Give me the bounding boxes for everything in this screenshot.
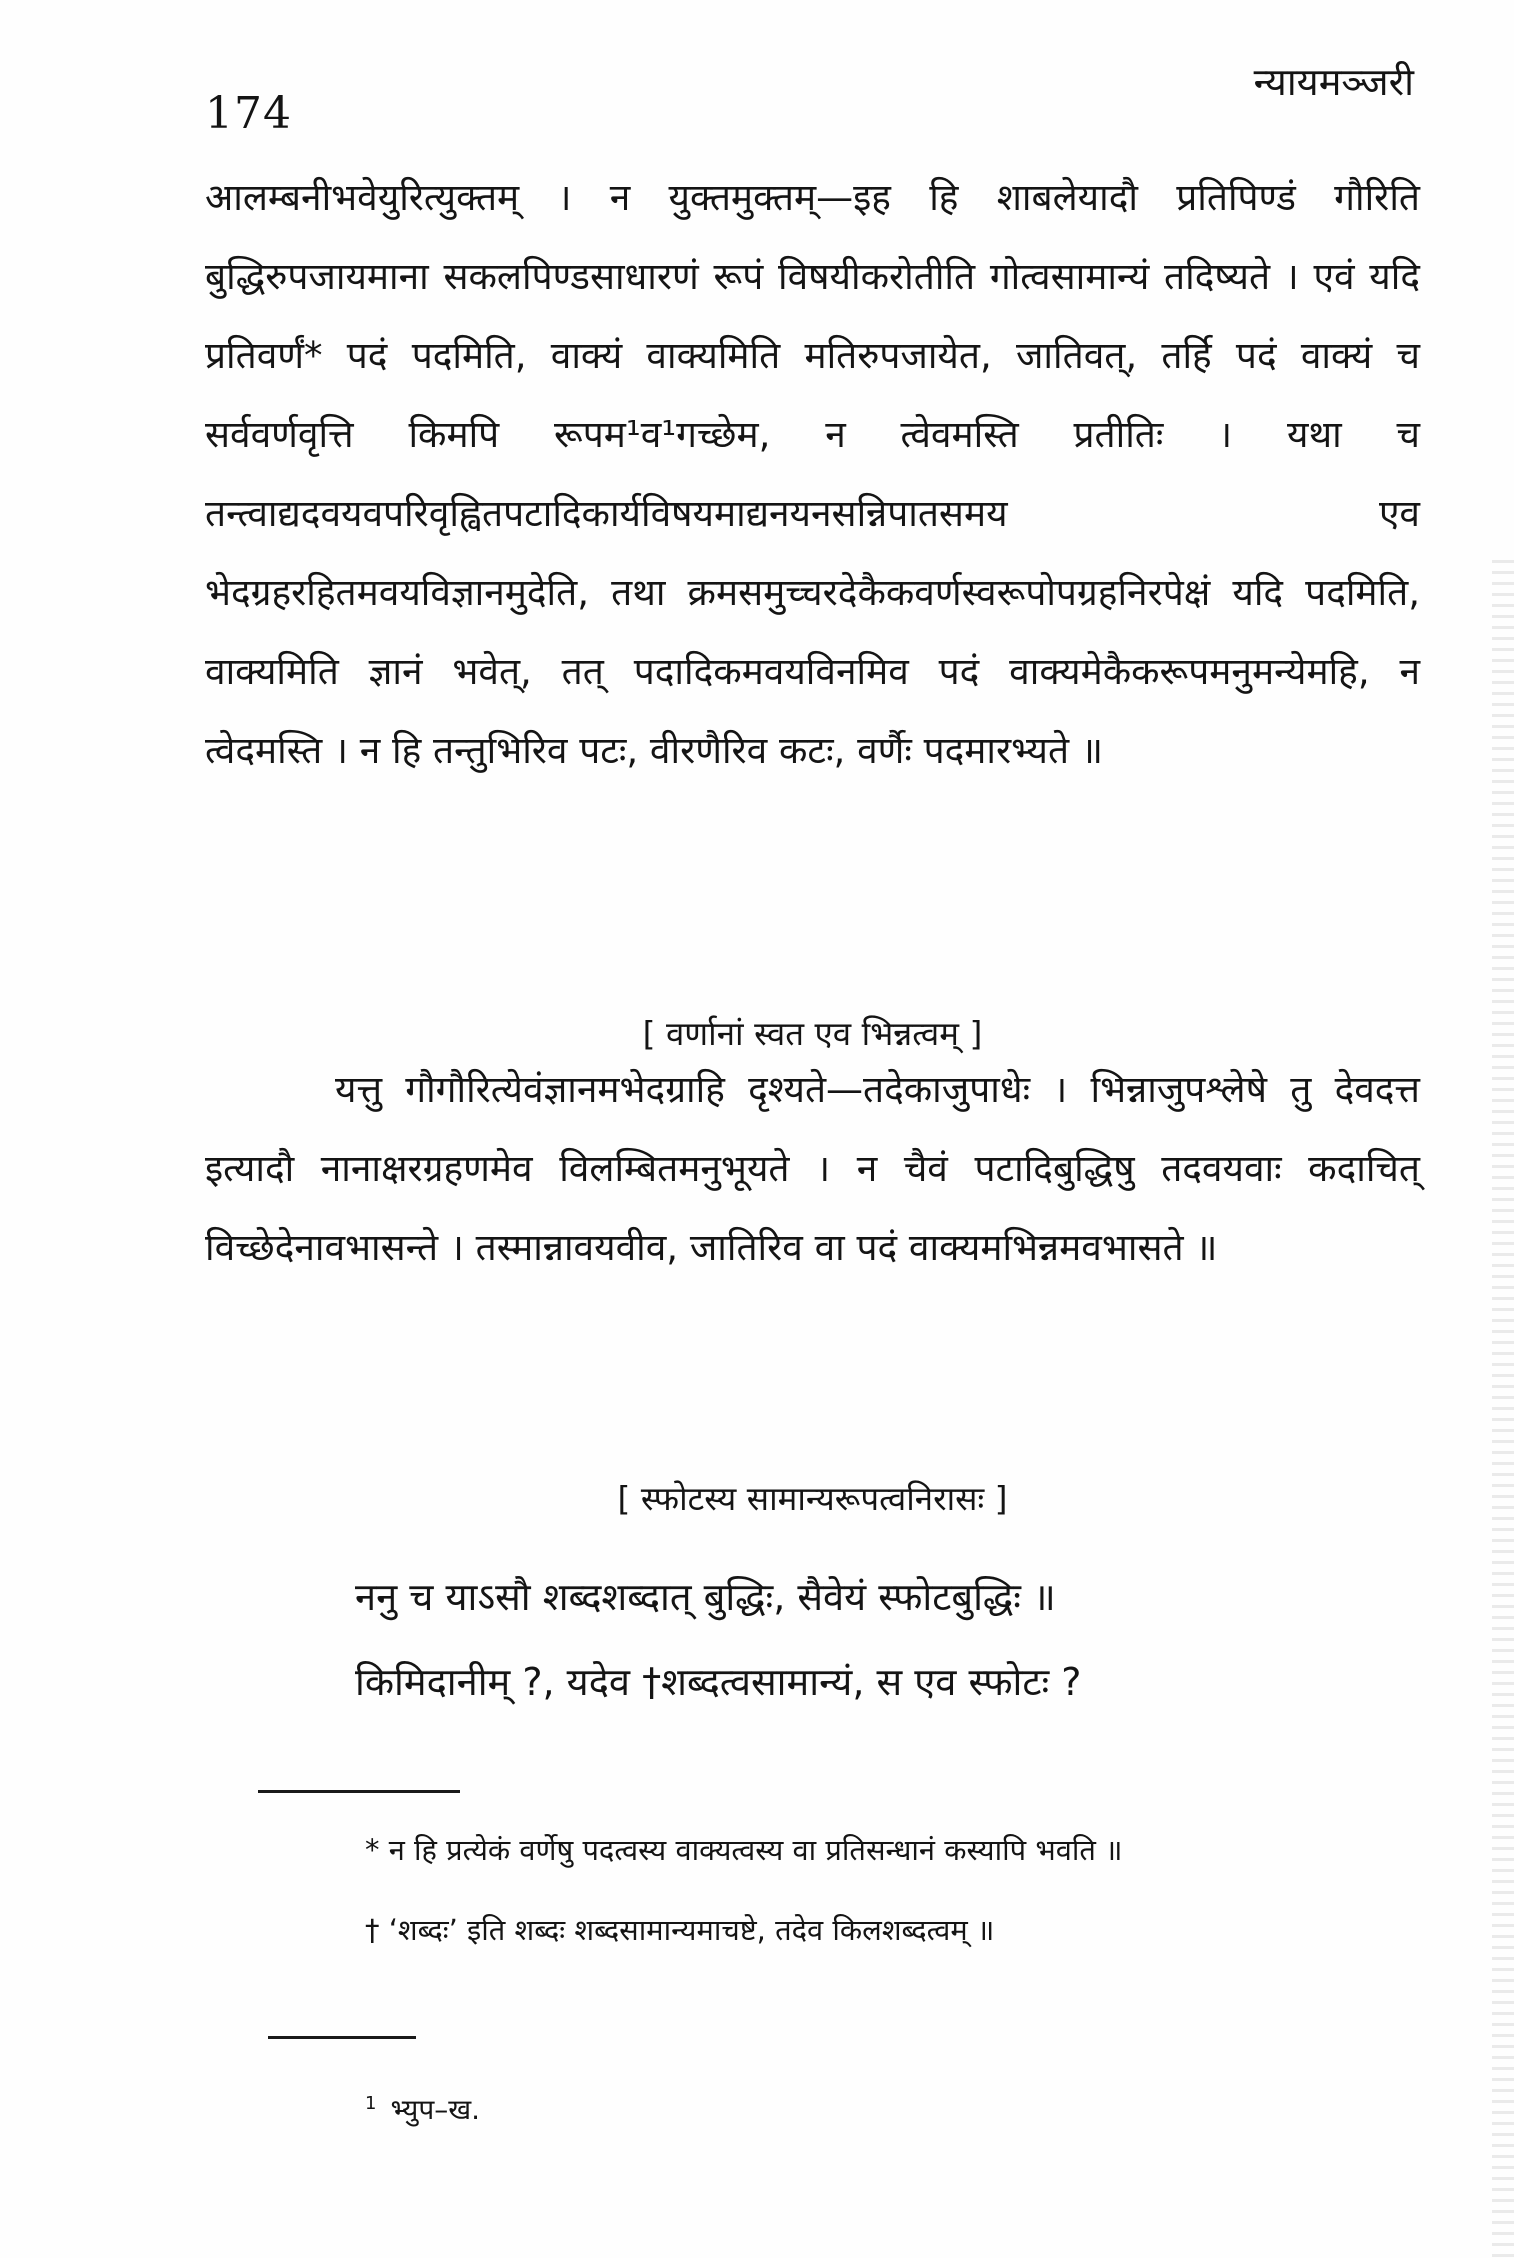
page-number: 174 xyxy=(205,88,292,139)
variant-text: भ्युप–ख. xyxy=(390,2093,481,2126)
variant-marker: 1 xyxy=(365,2092,377,2114)
footnote-asterisk: * न हि प्रत्येकं वर्णेषु पदत्वस्य वाक्यत्वस्य वा प्रतिसन्धानं कस्यापि भवति ॥ xyxy=(365,1833,1123,1867)
variant-divider xyxy=(268,2036,416,2039)
verse-line-1: ननु च याऽसौ शब्दशब्दात् बुद्धिः, सैवेयं स्फोटबुद्धिः ॥ xyxy=(355,1575,1056,1619)
section-heading-2: [ स्फोटस्य सामान्यरूपत्वनिरासः ] xyxy=(617,1479,1008,1518)
verse-line-2: किमिदानीम् ?, यदेव †शब्दत्वसामान्यं, स एव स्फोटः ? xyxy=(355,1660,1082,1704)
section-heading-1: [ वर्णानां स्वत एव भिन्नत्वम् ] xyxy=(642,1014,983,1053)
scan-edge-noise xyxy=(1492,560,1514,2260)
variant-reading xyxy=(365,2090,480,2128)
footnote-dagger: † ‘शब्दः’ इति शब्दः शब्दसामान्यमाचष्टे, तदेव किलशब्दत्वम् ॥ xyxy=(365,1913,995,1947)
body-paragraph-1: आलम्बनीभवेयुरित्युक्तम् । न युक्तमुक्तम्—इह हि शाबलेयादौ प्रतिपिण्डं गौरिति बुद्धिरुपजायमाना सकलपिण्डसाधारणं रूपं विषयीकरोतीति गोत्वसामान्यं तदिष्यते । एवं यदि प्रतिवर्णं* पदं पदमिति, वाक्यं वाक्यमिति मतिरुपजायेत, जातिवत्, तर्हि पदं वाक्यं च सर्ववर्णवृत्ति किमपि रूपम¹व¹गच्छेम, न त्वेवमस्ति प्रतीतिः । यथा च तन्त्वाद्यदवयवपरिवृह्वितपटादिकार्यविषयमाद्यनयनसन्निपातसमय एव भेदग्रहरहितमवयविज्ञानमुदेति, तथा क्रमसमुच्चरदेकैकवर्णस्वरूपोपग्रहनिरपेक्षं यदि पदमिति, वाक्यमिति ज्ञानं भवेत्, तत् पदादिकमवयविनमिव पदं वाक्यमेकैकरूपमनुमन्येमहि, न त्वेदमस्ति । न हि तन्तुभिरिव पटः, वीरणैरिव कटः, वर्णैः पदमारभ्यते ॥ xyxy=(205,176,1420,772)
footnote-divider xyxy=(258,1790,460,1793)
body-paragraph-2: यत्तु गौगौरित्येवंज्ञानमभेदग्राहि दृश्यते—तदेकाजुपाधेः । भिन्नाजुपश्लेषे तु देवदत्त इत्यादौ नानाक्षरग्रहणमेव विलम्बितमनुभूयते । न चैवं पटादिबुद्धिषु तदवयवाः कदाचित् विच्छेदेनावभासन्ते । तस्मान्नावयवीव, जातिरिव वा पदं वाक्यमभिन्नमवभासते ॥ xyxy=(205,1068,1420,1269)
running-title: न्यायमञ्जरी xyxy=(1253,60,1414,104)
